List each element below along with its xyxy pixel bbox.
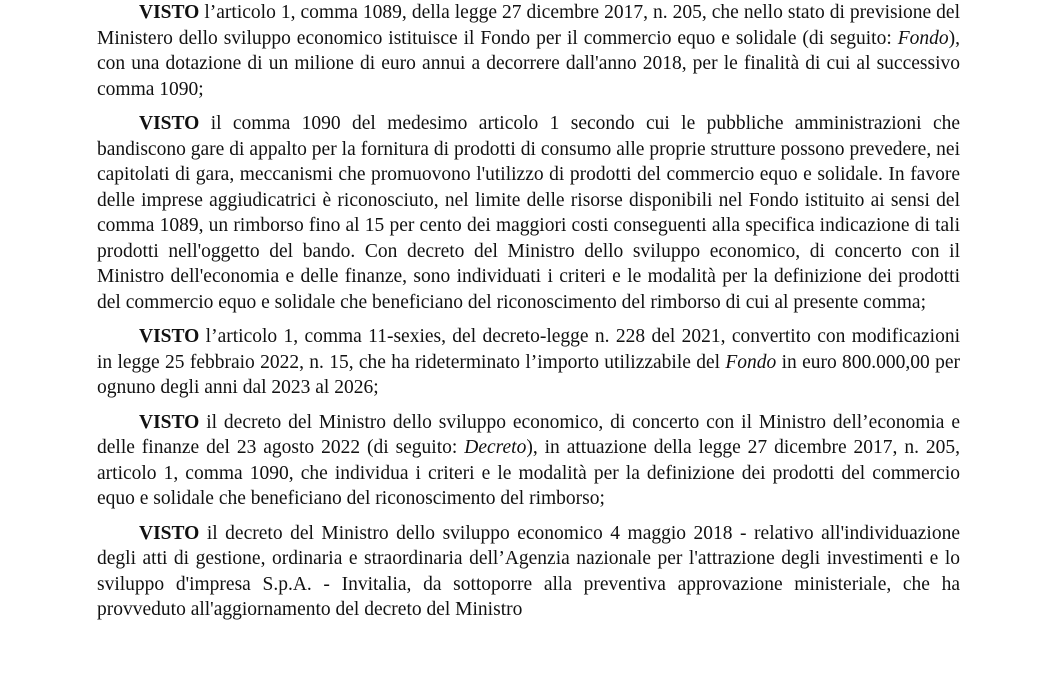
paragraph-lead: VISTO bbox=[139, 113, 200, 134]
paragraph-lead: VISTO bbox=[139, 2, 200, 23]
document-page bbox=[97, 0, 960, 675]
paragraph-text: il decreto del Ministro dello sviluppo economico, di concerto con il Ministro dell’economia e delle finanze del 23 agosto 2022 (di seguito: bbox=[97, 411, 960, 458]
paragraph-lead: VISTO bbox=[139, 522, 200, 544]
paragraph-emphasis: Fondo bbox=[725, 351, 777, 373]
paragraph-text: ), con una dotazione di un milione di euro annui a decorrere dall'anno 2018, per le finalità di cui al successivo comma 1090; bbox=[97, 27, 960, 100]
paragraph-text: l’articolo 1, comma 1089, della legge 27 dicembre 2017, n. 205, che nello stato di previsione del Ministero dello sviluppo economico istituisce il Fondo per il commercio equo e solidale (di seguito: bbox=[97, 2, 960, 49]
paragraph-text: il decreto del Ministro dello sviluppo economico 4 maggio 2018 - relativo all'individuazione degli atti di gestione, ordinaria e straordinaria dell’Agenzia nazionale per l'attrazione degli investimenti e lo sviluppo d'impresa S.p.A. - Invitalia, da sottoporre alla preventiva approvazione ministeriale, che ha provveduto all'aggiornamento del decreto del Ministro bbox=[97, 522, 960, 620]
paragraph-text: il comma 1090 del medesimo articolo 1 secondo cui le pubbliche amministrazioni che bandiscono gare di appalto per la fornitura di prodotti di consumo alle proprie strutture possono prevedere, nei capitolati di gara, meccanismi che promuovono l'utilizzo di prodotti del commercio equo e solidale. In favore delle imprese aggiudicatrici è riconosciuto, nel limite delle risorse disponibili nel Fondo istituito ai sensi del comma 1089, un rimborso fino al 15 per cento dei maggiori costi conseguenti alla specifica indicazione di tali prodotti nell'oggetto del bando. Con decreto del Ministro dello sviluppo economico, di concerto con il Ministro dell'economia e delle finanze, sono individuati i criteri e le modalità per la definizione dei prodotti del commercio equo e solidale che beneficiano del riconoscimento del rimborso di cui al presente comma; bbox=[97, 113, 960, 313]
paragraph-text: in euro 800.000,00 per ognuno degli anni dal 2023 al 2026; bbox=[97, 351, 960, 398]
paragraph-text: l’articolo 1, comma 11-sexies, del decreto-legge n. 228 del 2021, convertito con modificazioni in legge 25 febbraio 2022, n. 15, che ha rideterminato l’importo utilizzabile del bbox=[97, 326, 960, 373]
paragraph-lead: VISTO bbox=[139, 411, 200, 433]
paragraph-emphasis: Decreto bbox=[464, 437, 527, 458]
paragraph-visto-comma-1090 bbox=[97, 111, 960, 315]
paragraph-visto-decreto-4-maggio-2018 bbox=[97, 521, 960, 623]
paragraph-visto-comma-1089 bbox=[97, 0, 960, 102]
paragraph-visto-decreto-23-agosto-2022 bbox=[97, 410, 960, 512]
paragraph-visto-comma-11-sexies bbox=[97, 324, 960, 401]
paragraph-emphasis: Fondo bbox=[897, 27, 949, 49]
paragraph-lead: VISTO bbox=[139, 326, 200, 347]
paragraph-text: ), in attuazione della legge 27 dicembre 2017, n. 205, articolo 1, comma 1090, che individua i criteri e le modalità per la definizione dei prodotti del commercio equo e solidale che beneficiano del riconoscimento del rimborso; bbox=[97, 437, 960, 509]
